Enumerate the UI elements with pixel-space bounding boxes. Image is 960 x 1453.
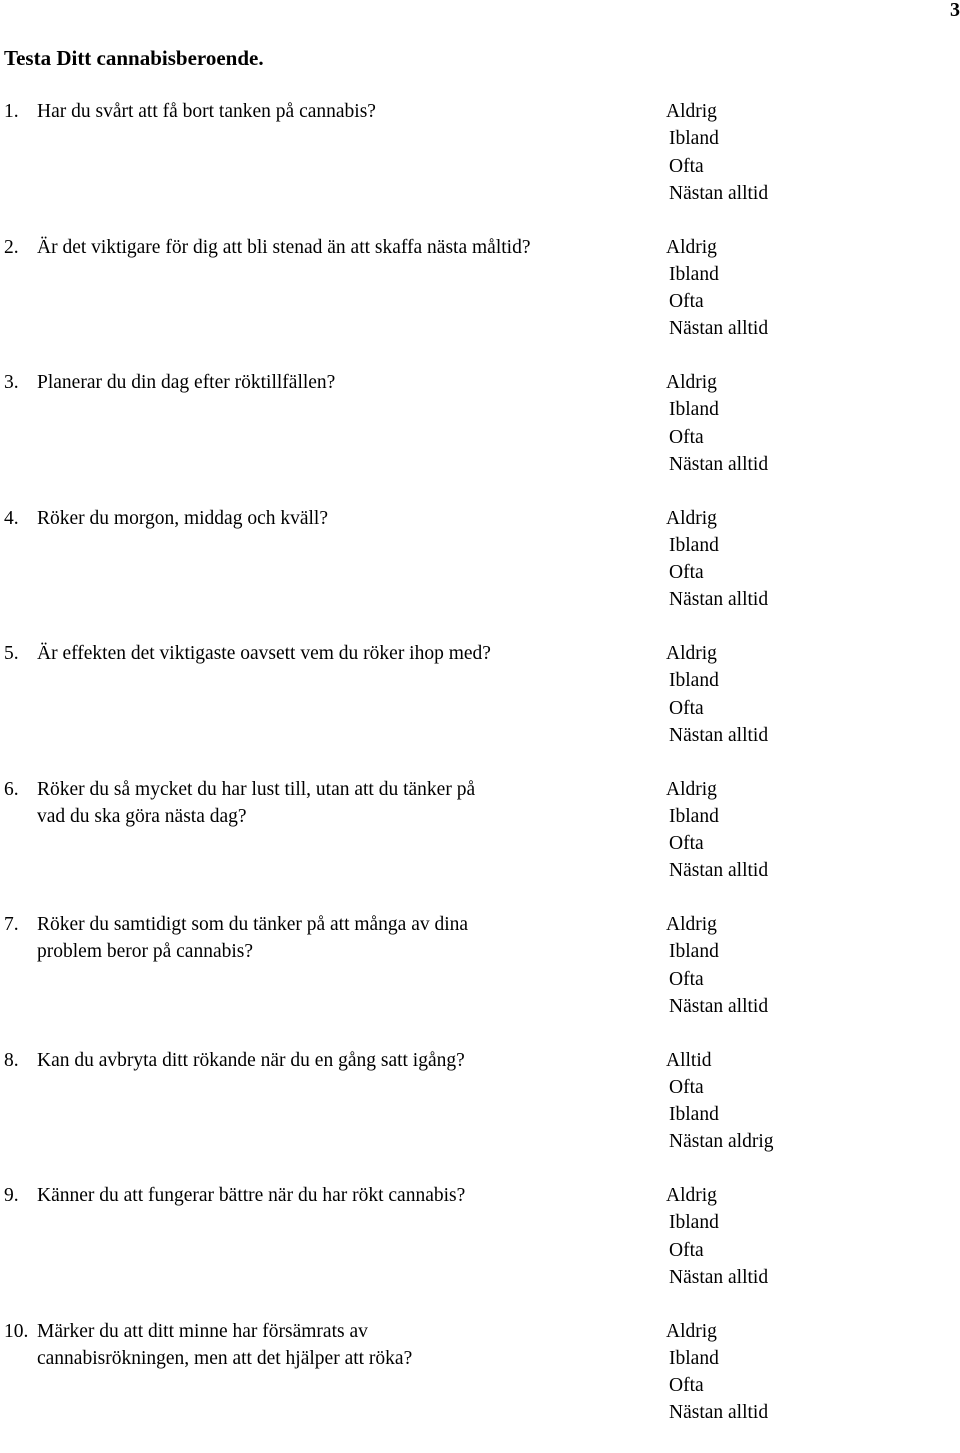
- answer-option[interactable]: Nästan alltid: [669, 182, 769, 204]
- answer-option[interactable]: Ibland: [669, 670, 719, 692]
- answer-option[interactable]: Ofta: [669, 426, 704, 448]
- answer-option[interactable]: Ibland: [669, 399, 719, 421]
- answer-option[interactable]: Nästan alltid: [669, 589, 769, 611]
- question-item: [0, 369, 960, 478]
- question-number: 5.: [4, 643, 19, 664]
- question-item: [0, 1182, 960, 1291]
- question-number: 3.: [4, 372, 19, 393]
- document-title: Testa Ditt cannabisberoende.: [4, 46, 264, 70]
- answer-option[interactable]: Ofta: [669, 291, 704, 313]
- answer-option[interactable]: Ofta: [669, 968, 704, 990]
- question-text: Känner du att fungerar bättre när du har rökt cannabis?: [37, 1185, 466, 1206]
- answer-option[interactable]: Ibland: [669, 805, 719, 827]
- answer-option[interactable]: Aldrig: [666, 236, 717, 258]
- answer-option[interactable]: Nästan alltid: [669, 453, 769, 475]
- answer-option[interactable]: Aldrig: [666, 914, 717, 935]
- question-number: 10.: [4, 1320, 29, 1342]
- answer-option[interactable]: Nästan alltid: [669, 860, 769, 882]
- answer-option[interactable]: Aldrig: [666, 643, 717, 664]
- answer-option[interactable]: Nästan alltid: [669, 318, 769, 340]
- question-item: [0, 98, 960, 207]
- answer-option[interactable]: Ofta: [669, 1076, 704, 1098]
- question-item: [0, 776, 960, 885]
- answer-option[interactable]: Ibland: [669, 1212, 719, 1234]
- answer-option[interactable]: Nästan alltid: [669, 995, 769, 1017]
- question-text: Röker du samtidigt som du tänker på att många av dina problem beror på cannabis?: [37, 914, 469, 963]
- question-item: [0, 505, 960, 614]
- answer-option[interactable]: Ofta: [669, 1239, 704, 1261]
- question-list: [0, 98, 960, 1453]
- question-item: [0, 911, 960, 1020]
- answer-option[interactable]: Ibland: [669, 534, 719, 556]
- answer-option[interactable]: Ibland: [669, 1347, 719, 1369]
- question-text: Har du svårt att få bort tanken på cannabis?: [37, 101, 376, 122]
- question-number: 9.: [4, 1185, 19, 1206]
- question-number: 4.: [4, 507, 19, 529]
- answer-option[interactable]: Nästan aldrig: [669, 1131, 774, 1153]
- answer-option[interactable]: Nästan alltid: [669, 724, 769, 746]
- answer-option[interactable]: Alltid: [666, 1049, 712, 1071]
- question-text: Märker du att ditt minne har försämrats av cannabisrökningen, men att det hjälper att röka?: [37, 1320, 413, 1369]
- answer-option[interactable]: Nästan alltid: [669, 1402, 769, 1424]
- answer-option[interactable]: Aldrig: [666, 372, 717, 393]
- question-number: 2.: [4, 236, 19, 258]
- question-number: 6.: [4, 778, 19, 800]
- question-text: Är effekten det viktigaste oavsett vem du röker ihop med?: [37, 643, 491, 664]
- question-text: Kan du avbryta ditt rökande när du en gång satt igång?: [37, 1049, 465, 1071]
- answer-option[interactable]: Ibland: [669, 1104, 719, 1126]
- question-text: Röker du morgon, middag och kväll?: [37, 507, 329, 529]
- answer-option[interactable]: Aldrig: [666, 1185, 717, 1206]
- question-item: [0, 1047, 960, 1156]
- question-item: [0, 1318, 960, 1427]
- answer-option[interactable]: Aldrig: [666, 507, 717, 529]
- question-item: [0, 640, 960, 749]
- answer-option[interactable]: Aldrig: [666, 101, 717, 122]
- answer-option[interactable]: Ibland: [669, 128, 719, 150]
- page-number: 3: [950, 0, 960, 21]
- question-text: Planerar du din dag efter röktillfällen?: [37, 372, 336, 393]
- question-item: [0, 234, 960, 343]
- question-number: 7.: [4, 914, 19, 935]
- answer-option[interactable]: Ofta: [669, 155, 704, 177]
- answer-option[interactable]: Ofta: [669, 833, 704, 855]
- answer-option[interactable]: Ofta: [669, 697, 704, 719]
- question-text: Röker du så mycket du har lust till, utan att du tänker på vad du ska göra nästa dag?: [37, 778, 476, 827]
- answer-option[interactable]: Ibland: [669, 263, 719, 285]
- answer-option[interactable]: Nästan alltid: [669, 1266, 769, 1288]
- answer-option[interactable]: Ibland: [669, 941, 719, 963]
- answer-option[interactable]: Ofta: [669, 562, 704, 584]
- question-number: 1.: [4, 101, 19, 122]
- answer-option[interactable]: Ofta: [669, 1375, 704, 1397]
- question-number: 8.: [4, 1049, 19, 1071]
- answer-option[interactable]: Aldrig: [666, 1320, 717, 1342]
- answer-option[interactable]: Aldrig: [666, 778, 717, 800]
- question-text: Är det viktigare för dig att bli stenad än att skaffa nästa måltid?: [37, 236, 531, 258]
